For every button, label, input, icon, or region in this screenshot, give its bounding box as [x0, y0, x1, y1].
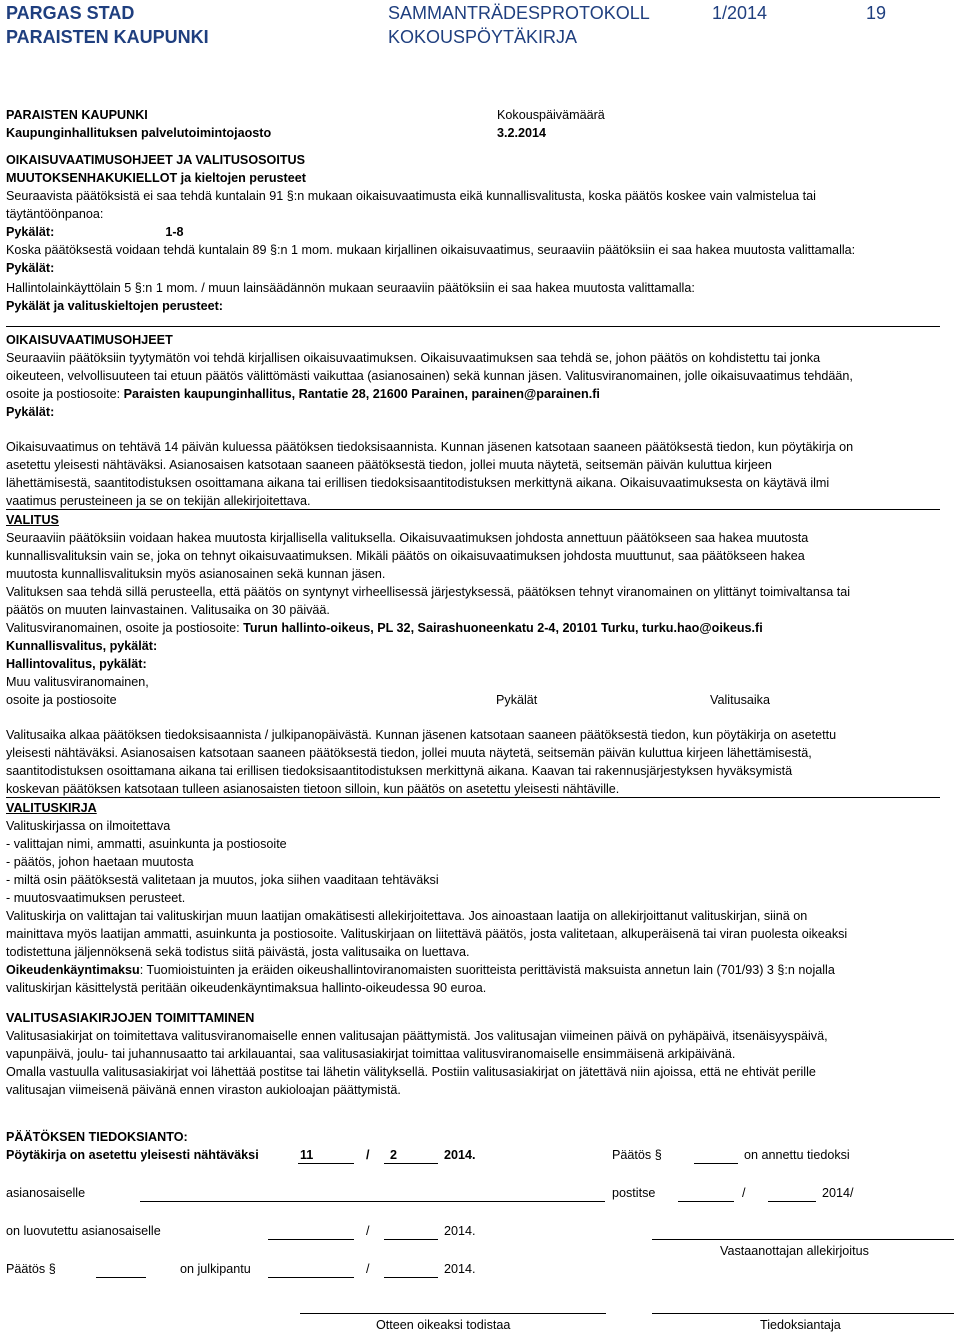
- list-item: - muutosvaatimuksen perusteet.: [6, 891, 186, 905]
- pykalat-column-label: Pykälät: [496, 693, 538, 707]
- certify-line: [300, 1313, 606, 1314]
- postitse-year: 2014/: [822, 1186, 854, 1200]
- city-name-finnish: PARAISTEN KAUPUNKI: [6, 27, 209, 47]
- handed-month-line: [384, 1239, 438, 1240]
- notifier-line: [652, 1313, 954, 1314]
- date-slash: /: [366, 1148, 370, 1162]
- paatos-number-line: [96, 1277, 146, 1278]
- pykalat-label: Pykälät:: [6, 405, 55, 419]
- form-row-posted-public: [0, 1260, 960, 1284]
- paragraph-line: asetettu yleisesti nähtäväksi. Asianosaisen katsotaan saaneen päätöksestä tiedon, jollei muuta näytetä, seitsemän päivän kuluttua kirjeen: [6, 458, 772, 472]
- paatos-label: Päätös §: [612, 1148, 662, 1162]
- form-row-party: [0, 1184, 960, 1208]
- form-row-certify: [0, 1296, 960, 1332]
- address-column-label: osoite ja postiosoite: [6, 693, 117, 707]
- paragraph-line: valituskirjan käsittelystä peritään oikeudenkäyntimaksua hallinto-oikeudessa 90 euroa.: [6, 981, 487, 995]
- paragraph-line: Muu valitusviranomainen,: [6, 675, 149, 689]
- city-name-swedish: PARGAS STAD: [6, 3, 135, 23]
- paragraph-line: Valitusaika alkaa päätöksen tiedoksisaannista / julkipanopäivästä. Kunnan jäsenen katsotaan saaneen päätöksestä tiedon, kun pöytäkirja on asetettu: [6, 728, 837, 742]
- pykalat-value: 1-8: [165, 225, 184, 239]
- paragraph-line: Valitusasiakirjat on toimitettava valitusviranomaiselle ennen valitusajan päättymistä. Jos valitusajan viimeinen päivä on pyhäpäivä, itsenäisyyspäivä,: [6, 1029, 828, 1043]
- list-item: - valittajan nimi, ammatti, asuinkunta ja postiosoite: [6, 837, 287, 851]
- appeal-address: Paraisten kaupunginhallitus, Rantatie 28, 21600 Parainen, parainen@parainen.fi: [123, 387, 600, 401]
- date-slash: /: [366, 1262, 370, 1276]
- valitus-title: VALITUS: [6, 513, 59, 527]
- party-line: [140, 1201, 605, 1202]
- paragraph-line: Oikaisuvaatimus on tehtävä 14 päivän kuluessa päätöksen tiedoksisaannista. Kunnan jäsenen katsotaan saaneen päätöksestä tiedon, kun pöytäkirja on: [6, 440, 854, 454]
- date-slash: /: [742, 1186, 746, 1200]
- paragraph-line: [6, 619, 942, 637]
- meeting-date: 3.2.2014: [497, 126, 547, 140]
- pykalat-label: Pykälät:: [6, 261, 55, 275]
- oikaisu-title: OIKAISUVAATIMUSOHJEET: [6, 333, 173, 347]
- paragraph-line: kunnallisvalituksin vain se, joka on tehnyt oikaisuvaatimuksen. Mikäli päätös on oikaisuvaatimuksen johdosta muuttunut, saa päätökseen hakea: [6, 549, 805, 563]
- page-header: [0, 0, 960, 60]
- pykalat-label: Pykälät:: [6, 225, 55, 239]
- postitse-day-line: [678, 1201, 734, 1202]
- paragraph-line: vapunpäivä, joulu- tai juhannusaatto tai arkilauantai, saa valitusasiakirjat toimittaa valitusviranomaiselle ensimmäisenä arkipäivänä.: [6, 1047, 736, 1061]
- postitse-month-line: [768, 1201, 816, 1202]
- fee-text: : Tuomioistuinten ja eräiden oikeushallintoviranomaisten suoritteista perittävistä maksuista annetun lain (701/93) 3 §:n nojalla: [139, 963, 835, 977]
- paragraph-line: päätös on muuten lainvastainen. Valitusaika on 30 päivää.: [6, 603, 330, 617]
- valituskirja-title: VALITUSKIRJA: [6, 801, 97, 815]
- fee-label: Oikeudenkäyntimaksu: [6, 963, 140, 977]
- signature-line: [652, 1239, 954, 1240]
- notifier-label: Tiedoksiantaja: [760, 1318, 841, 1332]
- list-item: - miltä osin päätöksestä valitetaan ja muutos, joka siihen vaaditaan tehtäväksi: [6, 873, 439, 887]
- page-number: 19: [866, 3, 887, 23]
- toimittaminen-title: VALITUSASIAKIRJOJEN TOIMITTAMINEN: [6, 1011, 255, 1025]
- handed-year: 2014.: [444, 1224, 476, 1238]
- julki-year: 2014.: [444, 1262, 476, 1276]
- appeal-instructions: [6, 151, 942, 1099]
- paragraph-line: täytäntöönpanoa:: [6, 207, 104, 221]
- posted-month: 2: [390, 1148, 398, 1162]
- posted-label: Pöytäkirja on asetettu yleisesti nähtäväksi: [6, 1148, 259, 1162]
- paragraph-line: koskevan päätöksen katsotaan tulleen asianosaisten tietoon silloin, kun päätös on asetettu yleisesti nähtäville.: [6, 780, 940, 798]
- pykalat-row: [6, 223, 942, 241]
- court-address: Turun hallinto-oikeus, PL 32, Sairashuoneenkatu 2-4, 20101 Turku, turku.hao@oikeus.fi: [243, 621, 763, 635]
- julki-day-line: [268, 1277, 354, 1278]
- section-title: OIKAISUVAATIMUSOHJEET JA VALITUSOSOITUS: [6, 153, 306, 167]
- paragraph-line: Omalla vastuulla valitusasiakirjat voi lähettää postitse tai lähetin välityksellä. Postiin valitusasiakirjat on jätettävä niin ajoissa, että ne ehtivät perille: [6, 1065, 816, 1079]
- annettu-label: on annettu tiedoksi: [744, 1148, 850, 1162]
- signature-label: Vastaanottajan allekirjoitus: [720, 1244, 869, 1258]
- section-subtitle: MUUTOKSENHAKUKIELLOT ja kieltojen perusteet: [6, 171, 306, 185]
- postitse-label: postitse: [612, 1186, 656, 1200]
- protocol-number: 1/2014: [712, 3, 768, 23]
- paragraph-line: [6, 961, 942, 979]
- division-name: Kaupunginhallituksen palvelutoimintojaosto: [6, 126, 272, 140]
- posted-month-line: [384, 1163, 438, 1164]
- paragraph-line: Valituskirjassa on ilmoitettava: [6, 819, 171, 833]
- paragraph-line: Valituksen saa tehdä sillä perusteella, että päätös on syntynyt virheellisessä järjestyksessä, päätöksen tehnyt viranomainen on ylittänyt toimivaltansa tai: [6, 585, 851, 599]
- valitusaika-column-label: Valitusaika: [710, 693, 770, 707]
- org-name: PARAISTEN KAUPUNKI: [6, 108, 148, 122]
- paragraph-line: Valituskirja on valittajan tai valituskirjan muun laatijan omakätisesti allekirjoitettava. Jos ainoastaan laatija on allekirjoittanut valituskirjan, siinä on: [6, 909, 808, 923]
- paragraph-line: mainittava myös laatijan ammatti, asuinkunta ja postiosoite. Valituskirjaan on liitettävä päätös, josta valitetaan, alkuperäisenä tai viran puolesta oikeaksi: [6, 927, 848, 941]
- paragraph-line: yleisesti nähtäväksi. Asianosaisen katsotaan saaneen päätöksestä tiedon, jollei muuta näytetä, seitsemän päivän kuluttua kirjeen lähettämisestä,: [6, 746, 812, 760]
- paragraph-line: todistettuna jäljennöksenä sekä todistus siitä päivästä, josta valitusaika on luettava.: [6, 945, 470, 959]
- form-title: PÄÄTÖKSEN TIEDOKSIANTO:: [6, 1130, 188, 1144]
- party-label: asianosaiselle: [6, 1186, 86, 1200]
- paragraph-line: saantitodistuksen osoittamana aikana tai erillisen tiedoksisaantitodistuksen merkittynä aikana. Kaavan tai rakennusjärjestyksen hyväksymistä: [6, 764, 793, 778]
- certify-label: Otteen oikeaksi todistaa: [376, 1318, 511, 1332]
- posted-year: 2014.: [444, 1148, 476, 1162]
- paatos-number-line: [694, 1163, 738, 1164]
- address-label: Valitusviranomainen, osoite ja postiosoite:: [6, 621, 244, 635]
- doc-type-finnish: KOKOUSPÖYTÄKIRJA: [388, 27, 578, 47]
- paragraph-line: Pykälät ja valituskieltojen perusteet:: [6, 297, 940, 327]
- meeting-date-label: Kokouspäivämäärä: [497, 108, 605, 122]
- paragraph-line: Seuraaviin päätöksiin voidaan hakea muutosta kirjallisella valituksella. Oikaisuvaatimuksen johdosta annettuun päätökseen saa hakea muutosta: [6, 531, 809, 545]
- hallintovalitus-label: Hallintovalitus, pykälät:: [6, 657, 147, 671]
- form-row-handed: [0, 1222, 960, 1260]
- paragraph-line: Seuraaviin päätöksiin tyytymätön voi tehdä kirjallisen oikaisuvaatimuksen. Oikaisuvaatimuksen saa tehdä se, johon päätös on kohdistettu tai jonka: [6, 351, 821, 365]
- paragraph-line: [6, 385, 942, 403]
- paragraph-line: valitusajan viimeisenä päivänä ennen viraston aukioloajan päättymistä.: [6, 1083, 401, 1097]
- handed-label: on luovutettu asianosaiselle: [6, 1224, 161, 1238]
- paragraph-line: lähettämisestä, saantitodistuksen osoittamana aikana tai erillisen tiedoksisaantitodistuksen merkittynä aikana. Oikaisuvaatimuksesta on käytävä ilmi: [6, 476, 830, 490]
- paatos-label: Päätös §: [6, 1262, 56, 1276]
- kunnallisvalitus-label: Kunnallisvalitus, pykälät:: [6, 639, 158, 653]
- columns-row: [6, 691, 942, 709]
- paragraph-line: vaatimus perusteineen ja se on tekijän allekirjoitettava.: [6, 492, 940, 510]
- julki-month-line: [384, 1277, 438, 1278]
- paragraph-line: Seuraavista päätöksistä ei saa tehdä kuntalain 91 §:n mukaan oikaisuvaatimusta eikä kunnallisvalitusta, koska päätös koskee vain valmistelua tai: [6, 189, 816, 203]
- julkipantu-label: on julkipantu: [180, 1262, 251, 1276]
- paragraph-line: muutosta kunnallisvalituksin myös asianosainen sekä kunnan jäsen.: [6, 567, 386, 581]
- doc-type-swedish: SAMMANTRÄDESPROTOKOLL: [388, 3, 650, 23]
- handed-day-line: [268, 1239, 354, 1240]
- form-row-posted: [0, 1146, 960, 1170]
- posted-day: 11: [300, 1148, 314, 1162]
- paragraph-line: Koska päätöksestä voidaan tehdä kuntalain 89 §:n 1 mom. mukaan kirjallinen oikaisuvaatimus, seuraaviin päätöksiin ei saa hakea muutosta valittamalla:: [6, 243, 856, 257]
- list-item: - päätös, johon haetaan muutosta: [6, 855, 194, 869]
- address-label: osoite ja postiosoite:: [6, 387, 124, 401]
- paragraph-line: oikeuteen, velvollisuuteen tai etuun päätös välittömästi vaikuttaa (asianosainen) sekä kunnan jäsen. Valitusviranomainen, jolle oikaisuvaatimus tehdään,: [6, 369, 853, 383]
- posted-day-line: [298, 1163, 354, 1164]
- date-slash: /: [366, 1224, 370, 1238]
- paragraph-line: Hallintolainkäyttölain 5 §:n 1 mom. / muun lainsäädännön mukaan seuraaviin päätöksiin ei saa hakea muutosta valittamalla:: [6, 281, 695, 295]
